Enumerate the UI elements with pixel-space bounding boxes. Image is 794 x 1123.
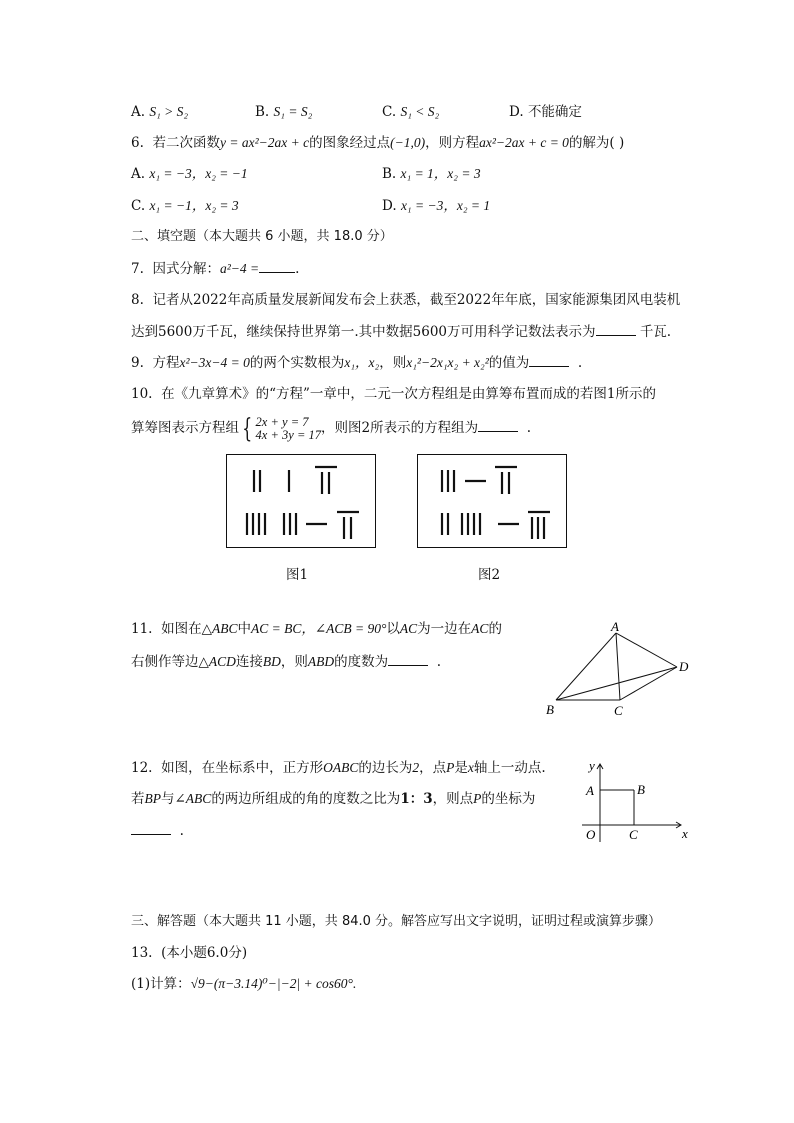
q5-option-b: B. S₁ = S₂ xyxy=(255,104,313,120)
q5-option-d: D. 不能确定 xyxy=(509,104,582,120)
q9-answer-blank[interactable] xyxy=(529,352,569,367)
counting-rods-fig2-icon xyxy=(418,455,566,547)
q13-header: 13. (本小题6.0分) xyxy=(131,945,248,961)
q10-figure-1-caption: 图1 xyxy=(286,567,309,583)
q10-figure-1 xyxy=(226,454,376,548)
section-3-title: 三、解答题（本大题共 11 小题，共 84.0 分。解答应写出文字说明，证明过程或演算步骤） xyxy=(131,914,662,929)
q12-answer-blank[interactable] xyxy=(131,820,171,835)
q5-option-a: A. S₁ > S₂ xyxy=(131,104,189,120)
q12-label-a: A xyxy=(586,783,594,798)
q11-label-c: C xyxy=(614,703,623,718)
q12-label-c: C xyxy=(629,827,638,842)
q10-line1: 10. 在《九章算术》的“方程”一章中，二元一次方程组是由算筹布置而成的若图1所示的 xyxy=(131,386,656,402)
q11-line2: 右侧作等边△ACD连接BD，则ABD的度数为 . xyxy=(131,651,441,672)
q10-figure-2-caption: 图2 xyxy=(478,567,501,583)
q7-answer-blank[interactable] xyxy=(259,258,295,273)
q12-label-b: B xyxy=(637,782,645,797)
q12-line3: . xyxy=(131,820,184,841)
q12-label-y: y xyxy=(589,758,595,773)
q10-equation-system: 2x + y = 7 4x + 3y = 17 xyxy=(255,414,322,442)
counting-rods-fig1-icon xyxy=(227,455,375,547)
q12-label-x: x xyxy=(682,826,688,841)
q12-line1: 12. 如图，在坐标系中，正方形OABC的边长为2，点P是x轴上一动点. xyxy=(131,760,546,776)
q8-line2: 达到5600万千瓦，继续保持世界第一.其中数据5600万可用科学记数法表示为 千瓦. xyxy=(131,321,671,342)
q13-part1: (1)计算：√9−(π−3.14)⁰−|−2| + cos60°. xyxy=(131,976,357,992)
q8-line1: 8. 记者从2022年高质量发展新闻发布会上获悉，截至2022年年底，国家能源集团风电装机 xyxy=(131,292,681,308)
section-2-title: 二、填空题（本大题共 6 小题，共 18.0 分） xyxy=(131,229,393,244)
q10-figure-2 xyxy=(417,454,567,548)
q6-option-a: A. x₁ = −3，x₂ = −1 xyxy=(131,166,248,182)
q7: 7. 因式分解：a²−4 = . xyxy=(131,258,299,279)
q8-answer-blank[interactable] xyxy=(596,321,636,336)
brace-icon: { xyxy=(242,413,253,444)
q11-label-b: B xyxy=(546,702,554,717)
q11-line1: 11. 如图在△ABC中AC = BC，∠ACB = 90°以AC为一边在AC的 xyxy=(131,621,502,637)
q11-triangle-figure xyxy=(540,618,700,720)
q10-line2: 算筹图表示方程组 { 2x + y = 7 4x + 3y = 17 ，则图2所表示的方程组为 . xyxy=(131,413,531,444)
q6-stem: 6. 若二次函数y = ax²−2ax + c的图象经过点(−1,0)，则方程ax²−2ax + c = 0的解为( ) xyxy=(131,135,625,151)
q5-option-c: C. S₁ < S₂ xyxy=(382,104,440,120)
q11-answer-blank[interactable] xyxy=(388,651,428,666)
q6-option-d: D. x₁ = −3，x₂ = 1 xyxy=(382,198,491,214)
q11-label-a: A xyxy=(611,619,619,634)
q6-option-c: C. x₁ = −1，x₂ = 3 xyxy=(131,198,239,214)
q12-label-o: O xyxy=(586,827,596,842)
q9: 9. 方程x²−3x−4 = 0的两个实数根为x₁，x₂，则x₁²−2x₁x₂ + x₂²的值为 . xyxy=(131,352,582,373)
q10-answer-blank[interactable] xyxy=(478,417,518,432)
q12-line2: 若BP与∠ABC的两边所组成的角的度数之比为1：3，则点P的坐标为 xyxy=(131,791,536,807)
q11-label-d: D xyxy=(679,659,689,674)
q6-option-b: B. x₁ = 1，x₂ = 3 xyxy=(382,166,481,182)
q12-coordinate-figure xyxy=(580,756,695,846)
